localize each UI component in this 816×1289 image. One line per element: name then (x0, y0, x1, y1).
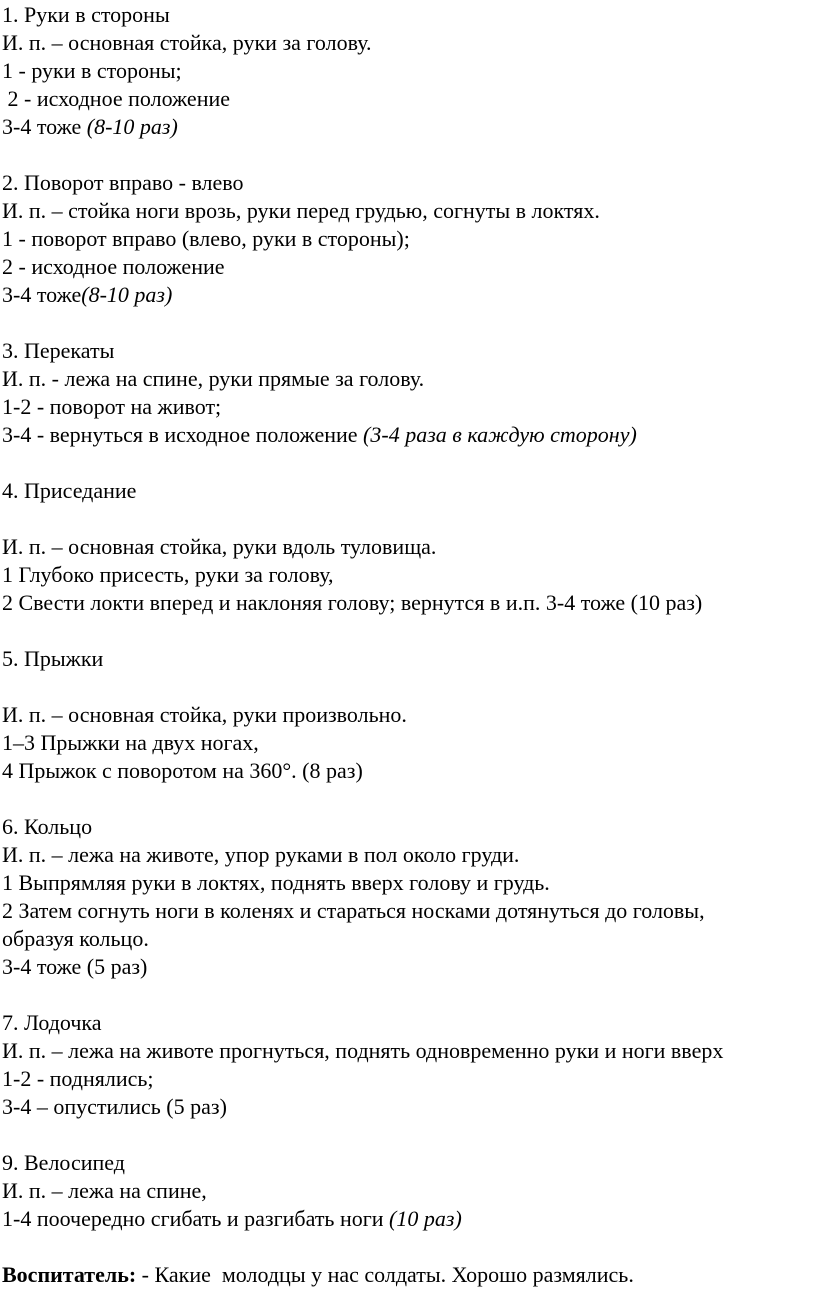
spacer (2, 1233, 814, 1261)
exercise-line (2, 953, 814, 981)
line-text: образуя кольцо. (2, 926, 149, 951)
line-text: И. п. – лежа на спине, (2, 1178, 207, 1203)
closing-remark (2, 1261, 814, 1289)
exercise-line (2, 1205, 814, 1233)
exercise-line (2, 925, 814, 953)
line-text: 2 - исходное положение (2, 254, 225, 279)
exercise-line (2, 393, 814, 421)
spacer (2, 981, 814, 1009)
exercise-line (2, 1037, 814, 1065)
line-text: 1 - руки в стороны; (2, 58, 182, 83)
spacer (2, 141, 814, 169)
speaker-label: Воспитатель: (2, 1262, 137, 1287)
line-text: 1-2 - поворот на живот; (2, 394, 222, 419)
line-text: 1-4 поочередно сгибать и разгибать ноги (2, 1206, 390, 1231)
exercise-line (2, 197, 814, 225)
line-text: И. п. – основная стойка, руки произвольно. (2, 702, 407, 727)
spacer (2, 785, 814, 813)
line-text: 2 - исходное положение (2, 86, 231, 111)
line-text: 1-2 - поднялись; (2, 1066, 154, 1091)
exercise-line (2, 29, 814, 57)
exercise-block (2, 477, 814, 617)
exercise-title: 3. Перекаты (2, 338, 115, 363)
spacer (2, 617, 814, 645)
line-text: И. п. – стойка ноги врозь, руки перед грудью, согнуты в локтях. (2, 198, 600, 223)
exercise-line (2, 729, 814, 757)
line-text: И. п. – лежа на животе прогнуться, поднять одновременно руки и ноги вверх (2, 1038, 724, 1063)
spacer (2, 673, 814, 701)
line-text: 4 Прыжок с поворотом на 360°. (8 раз) (2, 758, 363, 783)
exercise-line (2, 57, 814, 85)
exercise-line (2, 533, 814, 561)
exercise-title: 4. Приседание (2, 478, 137, 503)
exercise-line (2, 85, 814, 113)
line-text: И. п. – основная стойка, руки вдоль туловища. (2, 534, 437, 559)
line-text: 1 Глубоко присесть, руки за голову, (2, 562, 334, 587)
closing-text: - Какие молодцы у нас солдаты. Хорошо размялись. (136, 1262, 634, 1287)
exercise-line (2, 113, 814, 141)
exercise-block (2, 169, 814, 309)
exercise-line (2, 897, 814, 925)
line-text: 3-4 - вернуться в исходное положение (2, 422, 364, 447)
line-text: 1–3 Прыжки на двух ногах, (2, 730, 259, 755)
exercise-block (2, 1009, 814, 1121)
line-text: 2 Затем согнуть ноги в коленях и стараться носками дотянуться до головы, (2, 898, 705, 923)
line-text: И. п. - лежа на спине, руки прямые за голову. (2, 366, 425, 391)
exercise-line (2, 1065, 814, 1093)
line-text: 3-4 тоже (2, 114, 87, 139)
exercise-title: 6. Кольцо (2, 814, 93, 839)
exercise-line (2, 225, 814, 253)
spacer (2, 449, 814, 477)
spacer (2, 1121, 814, 1149)
line-text: 3-4 – опустились (5 раз) (2, 1094, 227, 1119)
exercise-line (2, 589, 814, 617)
line-note: (8-10 раз) (86, 114, 178, 139)
line-text: 3-4 тоже (2, 282, 82, 307)
exercise-line (2, 701, 814, 729)
exercise-line (2, 757, 814, 785)
exercise-line (2, 561, 814, 589)
line-note: (3-4 раза в каждую сторону) (363, 422, 637, 447)
exercise-line (2, 869, 814, 897)
exercise-title: 5. Прыжки (2, 646, 104, 671)
exercise-block (2, 813, 814, 981)
exercise-block (2, 645, 814, 785)
line-text: 1 - поворот вправо (влево, руки в стороны); (2, 226, 410, 251)
exercise-line (2, 841, 814, 869)
spacer (2, 309, 814, 337)
exercise-block (2, 1149, 814, 1233)
exercise-block (2, 1, 814, 141)
line-text: 1 Выпрямляя руки в локтях, поднять вверх голову и грудь. (2, 870, 550, 895)
exercise-title: 7. Лодочка (2, 1010, 102, 1035)
exercise-line (2, 281, 814, 309)
document-body (2, 1, 814, 1289)
line-text: 3-4 тоже (5 раз) (2, 954, 148, 979)
exercise-title: 1. Руки в стороны (2, 2, 170, 27)
exercise-line (2, 421, 814, 449)
exercise-line (2, 253, 814, 281)
line-text: 2 Свести локти вперед и наклоняя голову; вернутся в и.п. 3-4 тоже (10 раз) (2, 590, 703, 615)
exercise-block (2, 337, 814, 449)
exercise-line (2, 1093, 814, 1121)
line-text: И. п. – лежа на животе, упор руками в пол около груди. (2, 842, 520, 867)
exercise-title: 2. Поворот вправо - влево (2, 170, 244, 195)
exercise-line (2, 365, 814, 393)
line-note: (8-10 раз) (81, 282, 173, 307)
exercise-title: 9. Велосипед (2, 1150, 125, 1175)
exercise-line (2, 1177, 814, 1205)
line-text: И. п. – основная стойка, руки за голову. (2, 30, 372, 55)
line-note: (10 раз) (389, 1206, 462, 1231)
spacer (2, 505, 814, 533)
